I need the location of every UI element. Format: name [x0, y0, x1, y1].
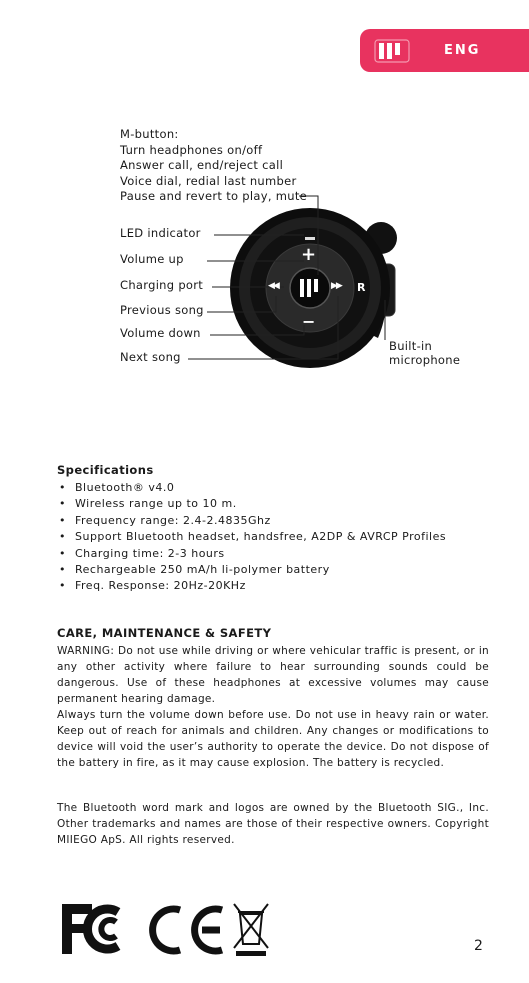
callout-microphone — [389, 339, 460, 367]
specifications-list — [57, 480, 497, 595]
callout-led-indicator: LED indicator — [120, 226, 201, 240]
previous-song-icon: ◀◀ — [268, 281, 278, 291]
instructions-paragraph: Always turn the volume down before use. Do not use in heavy rain or water. Keep out of reach for animals and children. Any changes or modifications to device will void the user’s authority to operate the device. Do not dispose of the battery in fire, as it may cause explosion. The battery is recycled. — [57, 709, 489, 769]
next-song-icon: ▶▶ — [331, 281, 341, 291]
m-button-line: Answer call, end/reject call — [120, 158, 284, 172]
m-button-line: Turn headphones on/off — [120, 142, 263, 157]
side-letter: R — [357, 281, 366, 294]
spec-item: • Rechargeable 250 mA/h li-polymer battery — [57, 562, 497, 578]
certification-logos — [62, 900, 292, 960]
spec-item: • Bluetooth® v4.0 — [57, 480, 497, 496]
page-number: 2 — [474, 938, 483, 954]
m-button-description — [120, 127, 307, 205]
callout-charging-port: Charging port — [120, 278, 204, 292]
spec-item: • Frequency range: 2.4-2.4835Ghz — [57, 513, 497, 529]
callout-volume-down: Volume down — [120, 326, 201, 340]
legal-paragraph: The Bluetooth word mark and logos are owned by the Bluetooth SIG., Inc. Other trademarks and names are those of their respective owners. Copyright MIIEGO ApS. All rights reserved. — [57, 802, 489, 846]
microphone-label-line: microphone — [389, 353, 461, 367]
volume-up-symbol: + — [301, 244, 317, 265]
spec-item: • Charging time: 2-3 hours — [57, 546, 497, 562]
spec-item: • Support Bluetooth headset, handsfree, A2DP & AVRCP Profiles — [57, 529, 497, 545]
m-button-title: M-button: — [120, 127, 179, 141]
m-button-line: Voice dial, redial last number — [120, 173, 297, 188]
earbud-diagram — [0, 0, 529, 420]
m-button-line: Pause and revert to play, mute — [120, 189, 308, 203]
spec-item: • Freq. Response: 20Hz-20KHz — [57, 578, 497, 594]
callout-volume-up: Volume up — [120, 252, 184, 266]
callout-previous-song: Previous song — [120, 303, 204, 317]
specifications-title: Specifications — [57, 463, 154, 477]
microphone-label-line: Built-in — [389, 339, 433, 353]
spec-item: • Wireless range up to 10 m. — [57, 496, 497, 512]
weee-bin-icon — [234, 904, 268, 956]
care-section — [57, 626, 489, 771]
fcc-logo-icon — [62, 904, 118, 954]
callout-next-song: Next song — [120, 350, 181, 364]
specifications-section — [57, 463, 497, 595]
language-label: ENG — [444, 43, 481, 58]
ce-mark-icon — [153, 909, 222, 951]
warning-paragraph: WARNING: Do not use while driving or where vehicular traffic is present, or in any other activity where failure to hear surrounding sounds could be dangerous. Use of these headphones at excessive volumes may cause permanent hearing damage. — [57, 645, 489, 705]
volume-down-symbol: − — [302, 312, 316, 331]
legal-section — [57, 800, 489, 848]
care-title: CARE, MAINTENANCE & SAFETY — [57, 626, 272, 640]
